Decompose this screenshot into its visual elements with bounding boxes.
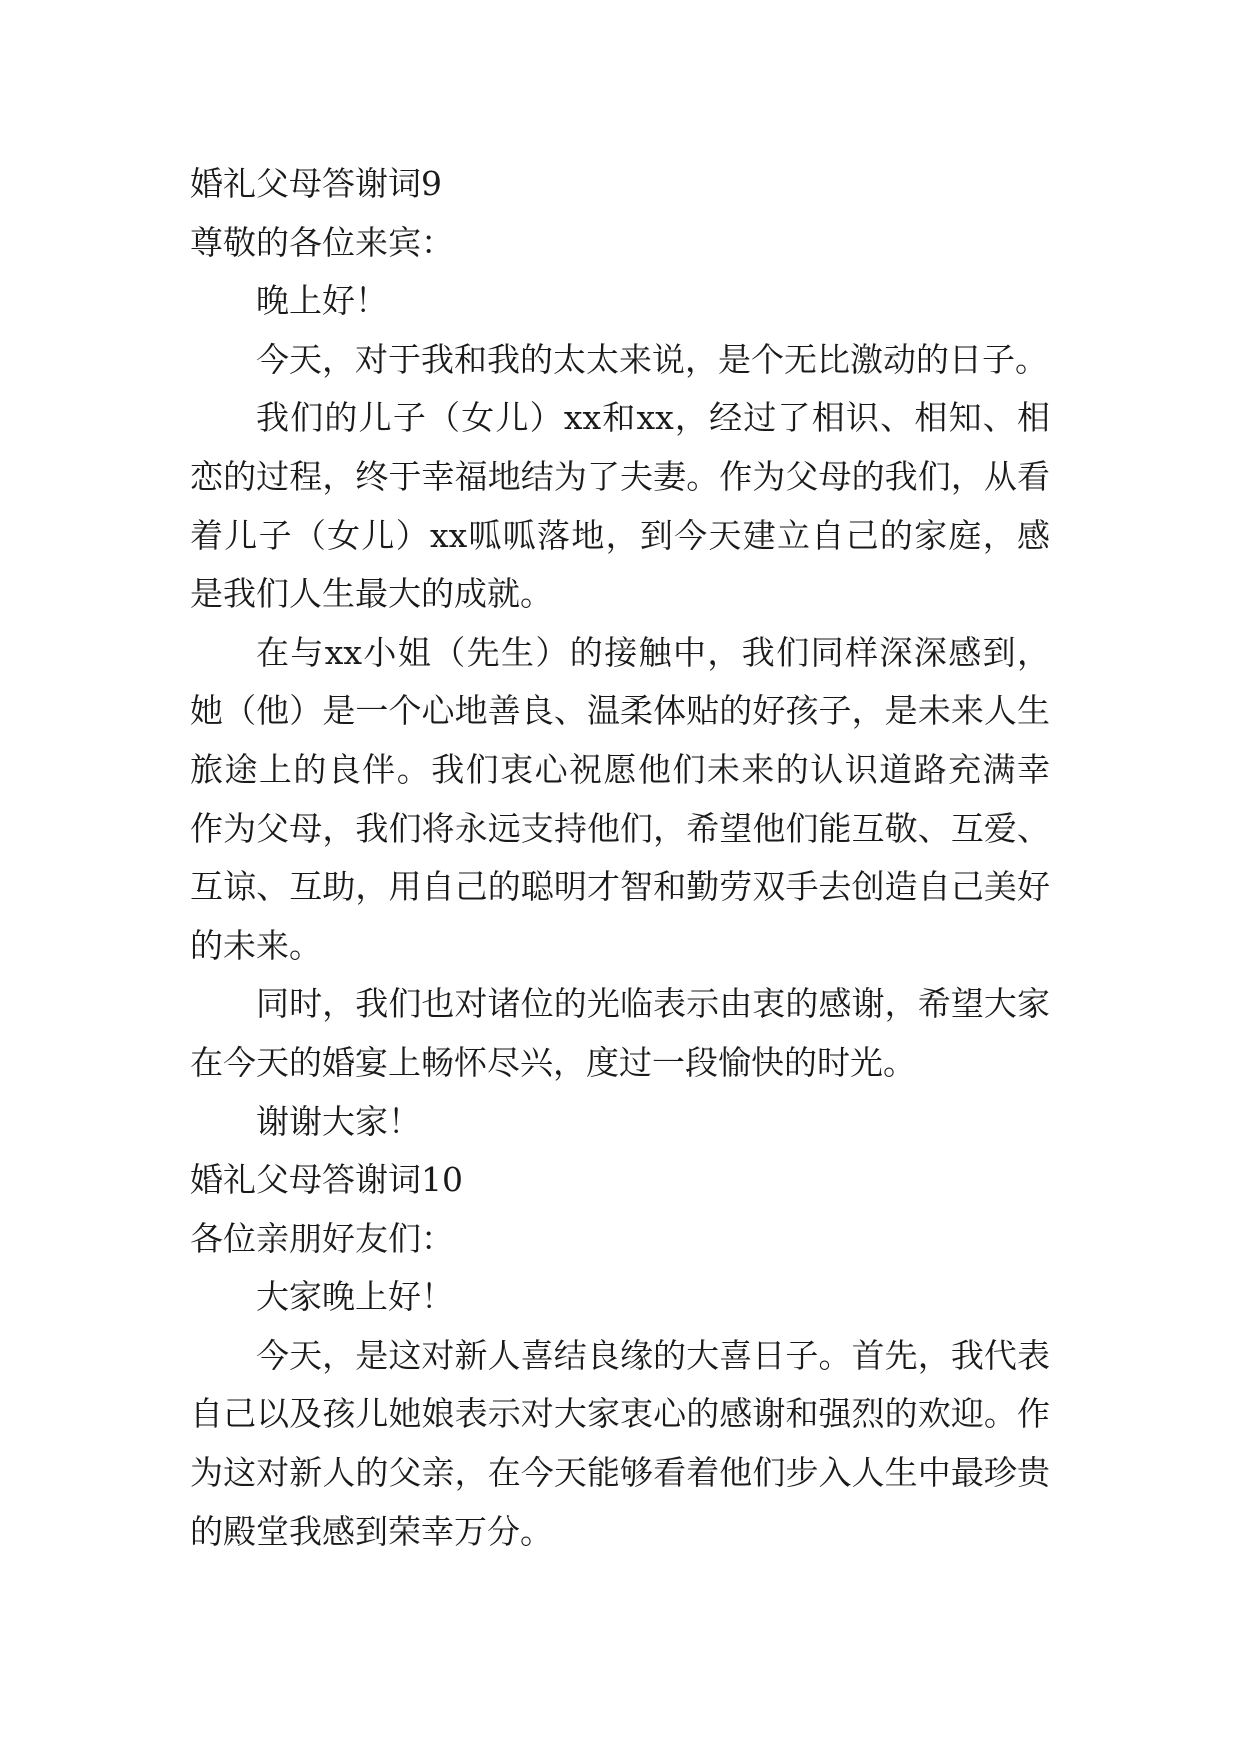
paragraph-line: 她（他）是一个心地善良、温柔体贴的好孩子，是未来人生 [190, 691, 1050, 731]
paragraph-line: 在与xx小姐（先生）的接触中，我们同样深深感到， [256, 632, 1050, 672]
paragraph-line: 今天，对于我和我的太太来说，是个无比激动的日子。 [256, 339, 1048, 379]
section-title: 婚礼父母答谢词10 [190, 1160, 463, 1200]
paragraph-line: 旅途上的良伴。我们衷心祝愿他们未来的认识道路充满幸 [190, 749, 1050, 789]
paragraph-line: 的未来。 [190, 925, 322, 965]
greeting: 大家晚上好！ [256, 1277, 454, 1317]
paragraph-line: 恋的过程，终于幸福地结为了夫妻。作为父母的我们，从看 [190, 456, 1050, 496]
closing: 谢谢大家！ [256, 1101, 421, 1141]
greeting: 晚上好！ [256, 281, 388, 321]
document-body [190, 155, 1050, 1561]
paragraph-line: 同时，我们也对诸位的光临表示由衷的感谢，希望大家 [256, 984, 1050, 1024]
paragraph-line: 的殿堂我感到荣幸万分。 [190, 1511, 553, 1551]
salutation: 各位亲朋好友们： [190, 1218, 454, 1258]
paragraph-line: 互谅、互助，用自己的聪明才智和勤劳双手去创造自己美好 [190, 867, 1050, 907]
paragraph-line: 为这对新人的父亲，在今天能够看着他们步入人生中最珍贵 [190, 1453, 1050, 1493]
section-title: 婚礼父母答谢词9 [190, 164, 442, 203]
paragraph-line: 今天，是这对新人喜结良缘的大喜日子。首先，我代表 [256, 1335, 1050, 1375]
paragraph-line: 是我们人生最大的成就。 [190, 574, 553, 614]
salutation: 尊敬的各位来宾： [190, 222, 454, 262]
paragraph-line: 作为父母，我们将永远支持他们，希望他们能互敬、互爱、 [190, 808, 1050, 848]
paragraph-line: 我们的儿子（女儿）xx和xx，经过了相识、相知、相 [256, 398, 1050, 438]
paragraph-line: 在今天的婚宴上畅怀尽兴，度过一段愉快的时光。 [190, 1042, 916, 1082]
paragraph-line: 自己以及孩儿她娘表示对大家衷心的感谢和强烈的欢迎。作 [190, 1394, 1050, 1434]
paragraph-line: 着儿子（女儿）xx呱呱落地，到今天建立自己的家庭，感 [190, 515, 1050, 555]
